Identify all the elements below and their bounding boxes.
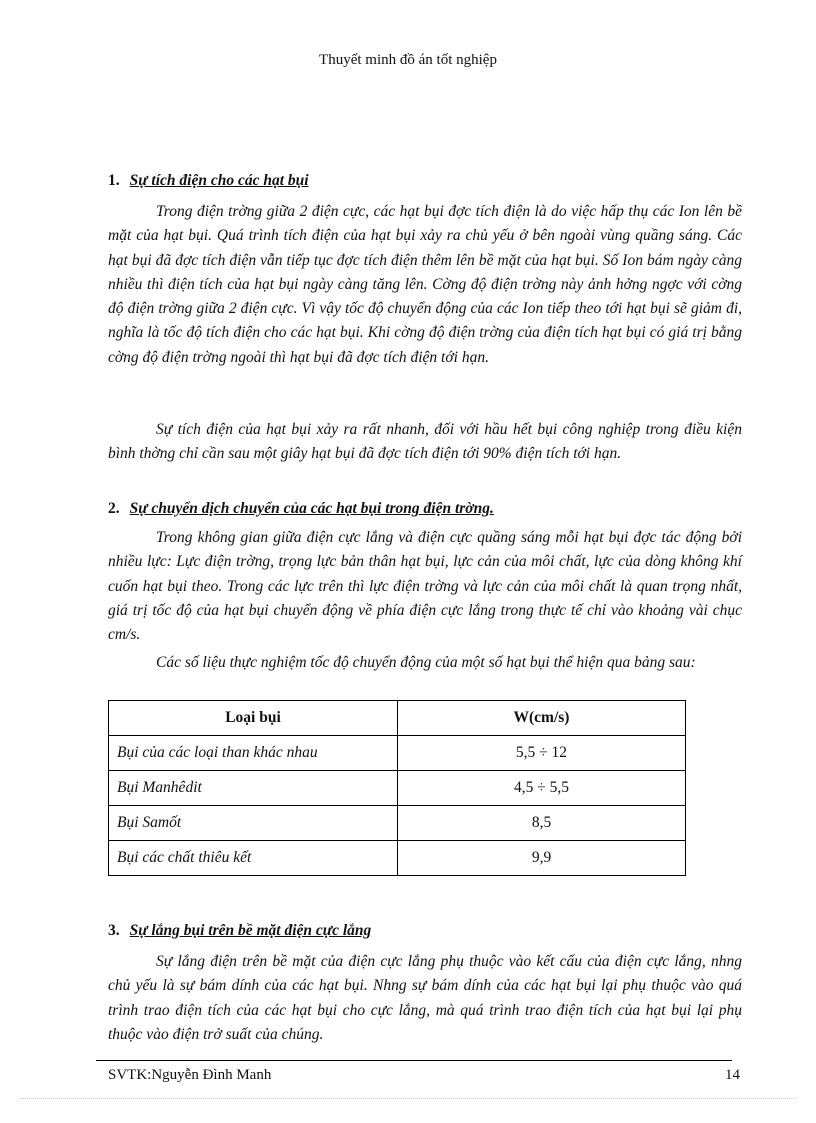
table-cell-velocity: 8,5 [398,806,686,841]
table-row [109,771,686,806]
page-header: Thuyết minh đồ án tốt nghiệp [319,52,497,68]
page-bottom-dotted-line [20,1098,796,1099]
table-cell-velocity: 4,5 ÷ 5,5 [398,771,686,806]
table-cell-velocity: 9,9 [398,841,686,876]
table-header-velocity: W(cm/s) [398,701,686,736]
table-row [109,736,686,771]
section-1-title: Sự tích điện cho các hạt bụi [129,172,309,189]
section-1-paragraph-1: Trong điện trờng giữa 2 điện cực, các hạt bụi đợc tích điện là do việc hấp thụ các Ion lên bề mặt của hạt bụi. Quá trình tích điện của hạt bụi xảy ra chủ yếu ở bên ngoài vùng quầng sáng. Các hạt bụi đã đợc tích điện vẫn tiếp tục đợc tích điện thêm lên bề mặt của hạt bụi. Số Ion bám ngày càng nhiều thì điện tích của hạt bụi ngày càng tăng lên. Cờng độ điện trờng này ảnh hởng ngợc với cờng độ điện trờng giữa 2 điện cực. Vì vậy tốc độ chuyển động của các Ion tiếp theo tới hạt bụi sẽ giảm đi, nghĩa là tốc độ tích điện cho các hạt bụi. Khi cờng độ điện trờng của điện tích hạt bụi có giá trị bằng cờng độ điện trờng ngoài thì hạt bụi đã đợc tích điện tới hạn. [108,203,742,366]
section-3-heading [108,922,371,940]
section-3-paragraph-1: Sự lắng điện trên bề mặt của điện cực lắng phụ thuộc vào kết cấu của điện cực lắng, nhng chủ yếu là sự bám dính của các hạt bụi. Nhng sự bám dính của các hạt bụi lại phụ thuộc vào quá trình trao điện tích của các hạt bụi cho cực lắng, mà quá trình trao điện tích của hạt bụi lại phụ thuộc vào điện trở suất của chúng. [108,953,742,1043]
section-3-title: Sự lắng bụi trên bề mặt điện cực lắng [129,922,372,939]
footer-author: SVTK:Nguyễn Đình Manh [108,1067,272,1083]
section-1-heading [108,172,309,190]
table-header-dust-type: Loại bụi [109,701,398,736]
table-cell-dust-type: Bụi các chất thiêu kết [109,841,398,876]
section-2-heading [108,500,494,518]
table-cell-dust-type: Bụi của các loại than khác nhau [109,736,398,771]
section-2-title: Sự chuyển dịch chuyển của các hạt bụi trong điện trờng. [129,500,494,517]
table-cell-velocity: 5,5 ÷ 12 [398,736,686,771]
table-row [109,806,686,841]
section-2-number: 2. [108,500,120,517]
dust-velocity-table [108,700,686,876]
section-3-number: 3. [108,922,120,939]
section-1-paragraph-2: Sự tích điện của hạt bụi xảy ra rất nhanh, đối với hầu hết bụi công nghiệp trong điều kiện bình thờng chỉ cần sau một giây hạt bụi đã đợc tích điện tới 90% điện tích tới hạn. [108,421,742,463]
section-1-number: 1. [108,172,120,189]
footer-page-number: 14 [725,1067,740,1083]
table-header-row [109,701,686,736]
section-2-paragraph-2: Các số liệu thực nghiệm tốc độ chuyển động của một số hạt bụi thể hiện qua bảng sau: [156,654,696,671]
table-cell-dust-type: Bụi Samốt [109,806,398,841]
section-2-paragraph-1: Trong không gian giữa điện cực lắng và điện cực quầng sáng mỗi hạt bụi đợc tác động bởi nhiều lực: Lực điện trờng, trọng lực bản thân hạt bụi, lực cản của môi chất, lực của dòng không khí cuốn hạt bụi theo. Trong các lực trên thì lực điện trờng và lực cản của môi chất là quan trọng nhất, giá trị tốc độ của hạt bụi chuyển động về phía điện cực lắng trong thực tế chỉ vào khoảng vài chục cm/s. [108,529,742,644]
table-row [109,841,686,876]
footer-divider [96,1060,732,1061]
table-cell-dust-type: Bụi Manhêdit [109,771,398,806]
